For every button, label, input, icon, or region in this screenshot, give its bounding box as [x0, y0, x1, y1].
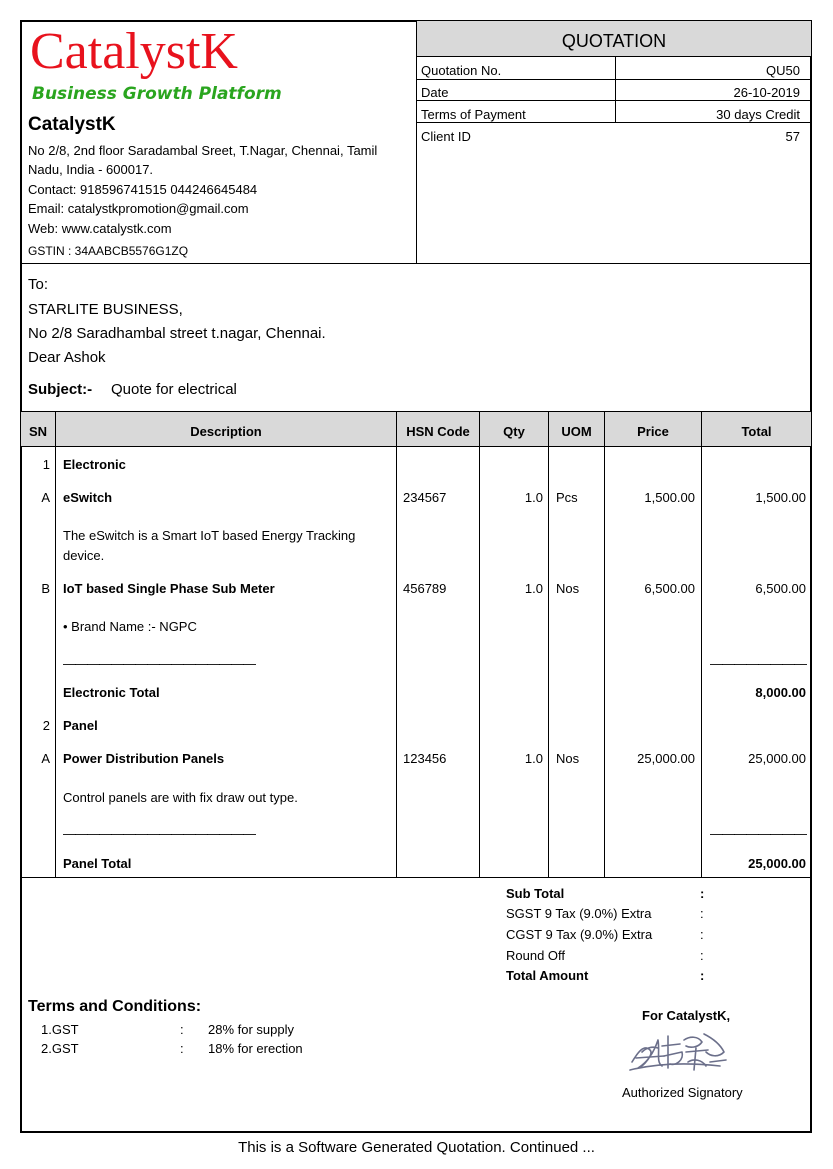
item-description: Control panels are with fix draw out type. [63, 790, 298, 805]
item-price: 6,500.00 [644, 581, 695, 596]
col-rule-hsn [479, 411, 480, 877]
payment-terms-value: 30 days Credit [716, 107, 800, 122]
group-total-label: Electronic Total [63, 685, 160, 700]
group-total-label: Panel Total [63, 856, 132, 871]
item-total: 6,500.00 [755, 581, 806, 596]
group-total-value: 8,000.00 [755, 685, 806, 700]
summary-colon: : [700, 886, 705, 901]
date-value: 26-10-2019 [733, 85, 800, 100]
item-description: device. [63, 548, 105, 563]
header-qty: Qty [503, 424, 525, 439]
header-price: Price [637, 424, 669, 439]
item-qty: 1.0 [524, 751, 543, 766]
col-rule-price [701, 411, 702, 877]
signature-image [624, 1022, 734, 1078]
company-contact: Contact: 918596741515 044246645484 [28, 182, 258, 197]
group-rule-left: ———————————————— [63, 656, 255, 671]
item-sn: A [41, 490, 50, 505]
item-name: IoT based Single Phase Sub Meter [63, 581, 275, 596]
item-qty: 1.0 [524, 490, 543, 505]
round-off-label: Round Off [506, 948, 566, 963]
header-divider [416, 21, 417, 263]
company-email: Email: catalystkpromotion@gmail.com [28, 201, 249, 216]
term-value: 18% for erection [208, 1041, 303, 1056]
col-rule-desc [396, 411, 397, 877]
term-separator: : [180, 1022, 184, 1037]
item-sn: B [41, 581, 50, 596]
item-uom: Pcs [556, 490, 578, 505]
recipient-name: STARLITE BUSINESS, [28, 301, 183, 318]
group-sn: 2 [42, 718, 50, 733]
header-sn: SN [28, 424, 48, 439]
summary-colon: : [700, 927, 704, 942]
item-total: 25,000.00 [748, 751, 806, 766]
item-sn: A [41, 751, 50, 766]
item-uom: Nos [556, 751, 580, 766]
subject-text: Quote for electrical [111, 381, 237, 398]
item-hsn: 456789 [403, 581, 447, 596]
term-label: 2.GST [41, 1041, 79, 1056]
sub-total-label: Sub Total [506, 886, 565, 901]
quotation-no-value: QU50 [766, 63, 800, 78]
item-qty: 1.0 [524, 581, 543, 596]
col-rule-uom [604, 411, 605, 877]
header-bottom-rule [21, 263, 811, 264]
group-name: Electronic [63, 457, 126, 472]
table-header-rule [21, 446, 811, 447]
group-total-value: 25,000.00 [748, 856, 806, 871]
company-tagline: Business Growth Platform [32, 84, 282, 104]
term-separator: : [180, 1041, 184, 1056]
quotation-no-label: Quotation No. [421, 63, 502, 78]
client-id-label: Client ID [421, 129, 471, 144]
date-label: Date [421, 85, 449, 100]
item-price: 25,000.00 [637, 751, 695, 766]
quotation-title: QUOTATION [417, 21, 811, 57]
table-bottom-rule [21, 877, 811, 878]
company-address-line2: Nadu, India - 600017. [28, 162, 154, 177]
terms-title: Terms and Conditions: [28, 998, 202, 1015]
header-total: Total [741, 424, 772, 439]
group-rule-left: ———————————————— [63, 826, 255, 841]
company-gstin: GSTIN : 34AABCB5576G1ZQ [28, 244, 189, 258]
summary-colon: : [700, 906, 704, 921]
recipient-address: No 2/8 Saradhambal street t.nagar, Chennai. [28, 325, 326, 342]
recipient-greeting: Dear Ashok [28, 349, 106, 366]
summary-colon: : [700, 968, 705, 983]
header-uom: UOM [561, 424, 592, 439]
item-hsn: 234567 [403, 490, 447, 505]
item-name: eSwitch [63, 490, 113, 505]
header-hsn: HSN Code [406, 424, 470, 439]
quotation-row-rule [417, 79, 811, 80]
header-description: Description [190, 424, 262, 439]
quotation-row-rule [417, 100, 811, 101]
item-uom: Nos [556, 581, 580, 596]
cgst-label: CGST 9 Tax (9.0%) Extra [506, 927, 653, 942]
footer-note: This is a Software Generated Quotation. Continued ... [238, 1139, 595, 1156]
subject-label: Subject:- [28, 381, 93, 398]
col-rule-sn [55, 411, 56, 877]
group-rule-right: ———————— [710, 656, 806, 671]
table-top-rule [21, 411, 811, 412]
item-description: The eSwitch is a Smart IoT based Energy Tracking [63, 528, 356, 543]
item-total: 1,500.00 [755, 490, 806, 505]
item-price: 1,500.00 [644, 490, 695, 505]
term-value: 28% for supply [208, 1022, 294, 1037]
group-sn: 1 [42, 457, 50, 472]
item-name: Power Distribution Panels [63, 751, 225, 766]
term-label: 1.GST [41, 1022, 79, 1037]
summary-colon: : [700, 948, 704, 963]
item-hsn: 123456 [403, 751, 447, 766]
company-address-line1: No 2/8, 2nd floor Saradambal Sreet, T.Nagar, Chennai, Tamil [28, 143, 378, 158]
total-amount-label: Total Amount [506, 968, 589, 983]
col-rule-qty [548, 411, 549, 877]
quotation-col-rule [615, 57, 616, 122]
company-name: CatalystK [28, 114, 116, 135]
group-name: Panel [63, 718, 98, 733]
sgst-label: SGST 9 Tax (9.0%) Extra [506, 906, 652, 921]
company-logo: CatalystK [30, 23, 238, 80]
item-description: • Brand Name :- NGPC [63, 619, 197, 634]
group-rule-right: ———————— [710, 826, 806, 841]
payment-terms-label: Terms of Payment [421, 107, 526, 122]
authorized-signatory: Authorized Signatory [622, 1085, 743, 1100]
company-web: Web: www.catalystk.com [28, 221, 172, 236]
signature-for-label: For CatalystK, [642, 1008, 731, 1023]
to-label: To: [28, 276, 49, 293]
client-id-value: 57 [785, 129, 800, 144]
quotation-row-rule [417, 122, 811, 123]
